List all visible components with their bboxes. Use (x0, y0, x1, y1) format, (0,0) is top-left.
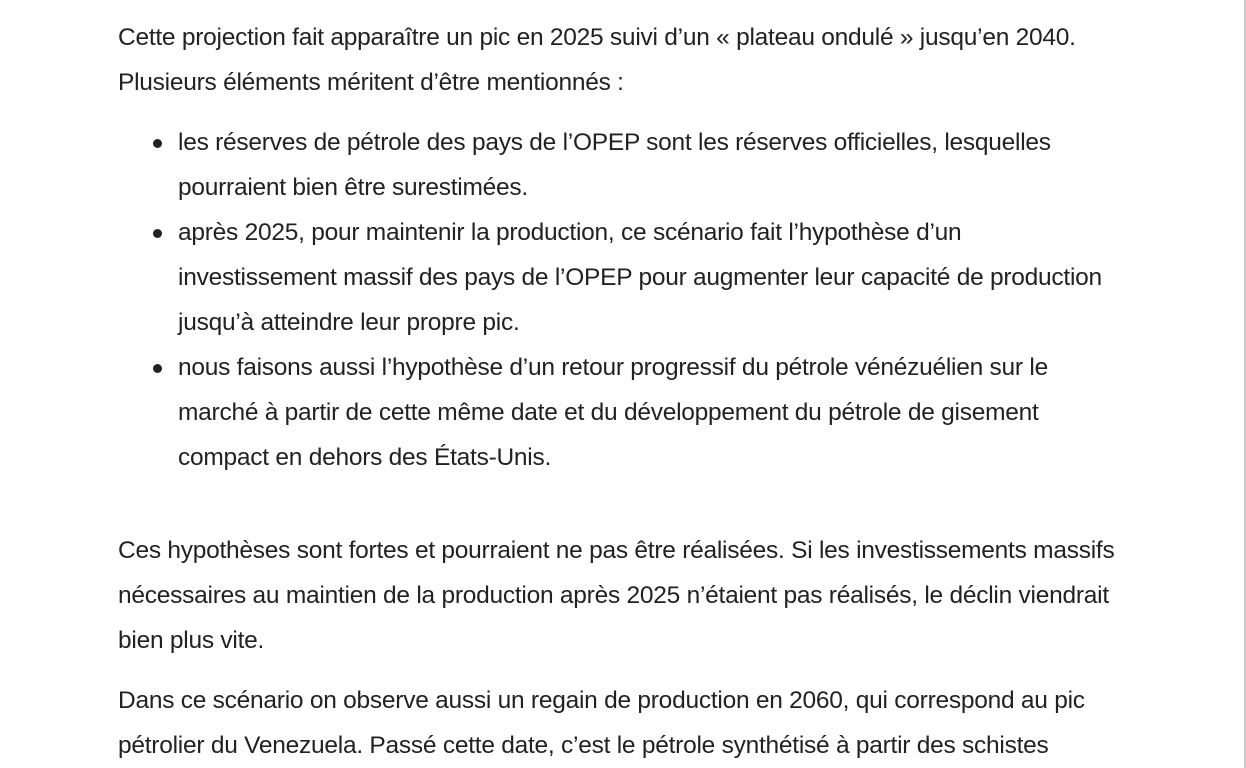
list-item-line: pourraient bien être surestimées. (178, 174, 528, 201)
assumptions-list (118, 120, 1218, 480)
paragraph-line: Ces hypothèses sont fortes et pourraient ne pas être réalisées. Si les investissements massifs (118, 537, 1115, 564)
list-item-line: investissement massif des pays de l’OPEP pour augmenter leur capacité de production (178, 264, 1102, 291)
article-body (118, 15, 1218, 768)
paragraph-line: Dans ce scénario on observe aussi un regain de production en 2060, qui correspond au pic (118, 687, 1085, 714)
paragraph-line: nécessaires au maintien de la production après 2025 n’étaient pas réalisés, le déclin viendrait (118, 582, 1109, 609)
list-item-line: nous faisons aussi l’hypothèse d’un retour progressif du pétrole vénézuélien sur le (178, 354, 1048, 381)
intro-paragraph (118, 15, 1218, 105)
list-item-line: jusqu’à atteindre leur propre pic. (178, 309, 520, 336)
paragraph-line: pétrolier du Venezuela. Passé cette date, c’est le pétrole synthétisé à partir des schistes (118, 732, 1049, 759)
list-item (118, 120, 1218, 210)
intro-line-1: Cette projection fait apparaître un pic en 2025 suivi d’un « plateau ondulé » jusqu’en 2040. (118, 24, 1076, 51)
list-item (118, 345, 1218, 480)
paragraph-line: bien plus vite. (118, 627, 265, 654)
intro-line-2: Plusieurs éléments méritent d’être mentionnés : (118, 69, 624, 96)
list-item-line: les réserves de pétrole des pays de l’OPEP sont les réserves officielles, lesquelles (178, 129, 1051, 156)
list-item (118, 210, 1218, 345)
list-item-line: marché à partir de cette même date et du développement du pétrole de gisement (178, 399, 1039, 426)
list-item-line: après 2025, pour maintenir la production, ce scénario fait l’hypothèse d’un (178, 219, 962, 246)
hypotheses-paragraph (118, 528, 1218, 663)
bullet-icon (153, 229, 162, 238)
bullet-icon (153, 139, 162, 148)
bullet-icon (153, 364, 162, 373)
scenario-paragraph (118, 678, 1218, 768)
list-item-line: compact en dehors des États-Unis. (178, 444, 552, 471)
